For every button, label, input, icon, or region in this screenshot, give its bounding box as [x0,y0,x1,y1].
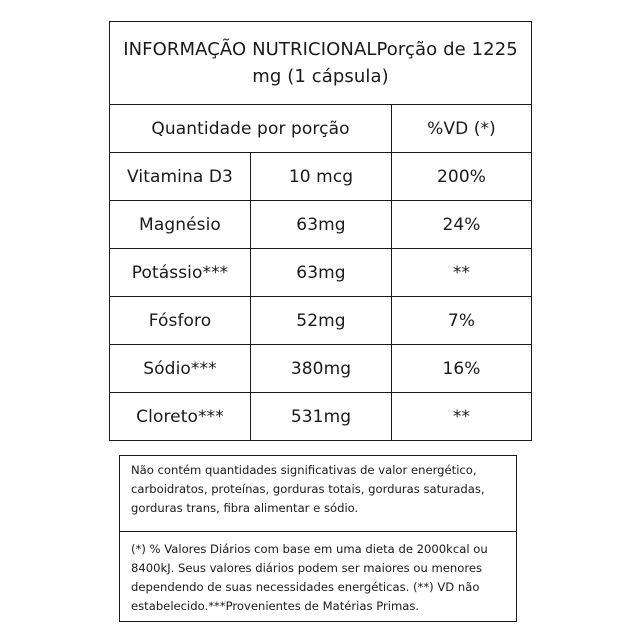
not-significant-text: Não contém quantidades significativas de valor energético, carboidratos, proteínas, gorduras totais, gorduras saturadas, gorduras trans, fibra alimentar e sódio. [131,463,485,515]
nutrient-amount: 63mg [251,249,392,297]
quantity-header: Quantidade por porção [110,105,392,153]
nutrient-name: Vitamina D3 [110,153,251,201]
table-row [110,345,532,393]
table-row [110,297,532,345]
table-row [110,201,532,249]
nutrient-name: Magnésio [110,201,251,249]
nutrient-dv: ** [392,249,532,297]
nutrient-name: Sódio*** [110,345,251,393]
nutrient-name: Potássio*** [110,249,251,297]
table-title-row [110,22,532,105]
nutrient-amount: 52mg [251,297,392,345]
table-row [110,153,532,201]
daily-values-text: (*) % Valores Diários com base em uma dieta de 2000kcal ou 8400kJ. Seus valores diários podem ser maiores ou menores dependendo de suas necessidades energéticas. (**) VD não estabelecido.***Provenientes de Matérias Primas. [131,542,488,613]
table-title: INFORMAÇÃO NUTRICIONALPorção de 1225 mg (1 cápsula) [110,22,532,105]
nutrient-dv: ** [392,393,532,441]
nutrient-name: Cloreto*** [110,393,251,441]
table-header-row [110,105,532,153]
nutrition-facts-table [109,21,532,441]
nutrient-name: Fósforo [110,297,251,345]
dv-header: %VD (*) [392,105,532,153]
nutrient-amount: 380mg [251,345,392,393]
nutrient-amount: 531mg [251,393,392,441]
table-row [110,249,532,297]
nutrient-dv: 24% [392,201,532,249]
table-row [110,393,532,441]
nutrient-dv: 200% [392,153,532,201]
not-significant-note [119,455,517,531]
nutrient-dv: 7% [392,297,532,345]
nutrient-amount: 63mg [251,201,392,249]
nutrient-dv: 16% [392,345,532,393]
nutrient-amount: 10 mcg [251,153,392,201]
daily-values-note [119,531,517,622]
